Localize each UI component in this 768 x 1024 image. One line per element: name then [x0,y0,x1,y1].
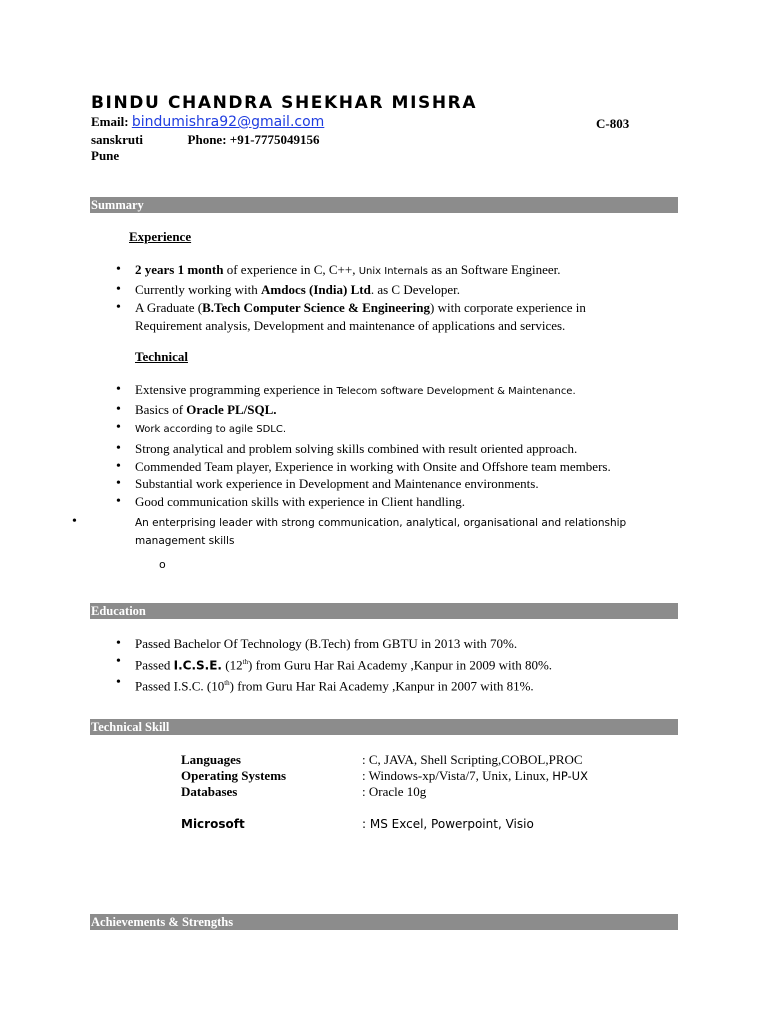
list-item: • Good communication skills with experience in Client handling. [113,493,633,511]
address-part1: C-803 [596,116,630,131]
sub-bullet-marker: o [159,558,166,571]
contact-line-phone [91,132,320,148]
list-item: • Work according to agile SDLC. [113,419,633,438]
address-part2: sanskruti [91,132,144,147]
list-item: • Extensive programming experience in Telecom software Development & Maintenance. [113,381,633,401]
skill-value: : MS Excel, Powerpoint, Visio [362,817,534,831]
skill-label: Databases [181,784,238,799]
list-item: • A Graduate (B.Tech Computer Science & Engineering) with corporate experience in Requirement analysis, Development and maintenance of applications and services. [113,299,615,335]
list-item: • Substantial work experience in Development and Maintenance environments. [113,475,633,493]
list-item: • Commended Team player, Experience in working with Onsite and Offshore team members. [113,458,611,475]
candidate-name: BINDU CHANDRA SHEKHAR MISHRA [91,93,478,113]
list-item: • Passed Bachelor Of Technology (B.Tech) from GBTU in 2013 with 70%. [113,635,633,653]
section-summary: Summary [90,197,678,213]
skill-label: Languages [181,752,241,767]
list-item: • Strong analytical and problem solving skills combined with result oriented approach. [113,440,633,458]
list-item: • Currently working with Amdocs (India) Ltd. as C Developer. [113,281,633,299]
skill-value: : Windows-xp/Vista/7, Unix, Linux, HP-UX [362,768,588,783]
list-item: • An enterprising leader with strong communication, analytical, organisational and relationship management skills [91,513,655,549]
skill-label: Operating Systems [181,768,287,783]
phone-number: +91-7775049156 [229,132,320,147]
phone-label: Phone: [187,132,227,147]
email-label: Email: [91,114,129,129]
skill-value: : C, JAVA, Shell Scripting,COBOL,PROC [362,752,583,767]
list-item: • Passed I.C.S.E. (12th) from Guru Har Rai Academy ,Kanpur in 2009 with 80%. [113,653,633,674]
skill-value: : Oracle 10g [362,784,427,799]
education-list [113,635,633,696]
contact-line-email [91,114,324,130]
section-education: Education [90,603,678,619]
experience-heading: Experience [129,229,192,244]
list-item: • Basics of Oracle PL/SQL. [113,401,633,419]
technical-heading: Technical [135,349,188,364]
section-achievements: Achievements & Strengths [90,914,678,930]
section-technical-skill: Technical Skill [90,719,678,735]
technical-list [113,381,633,549]
email-link[interactable]: bindumishra92@gmail.com [131,114,325,130]
list-item: • 2 years 1 month of experience in C, C++, Unix Internals as an Software Engineer. [113,261,633,281]
list-item: • Passed I.S.C. (10th) from Guru Har Rai Academy ,Kanpur in 2007 with 81%. [113,674,633,695]
skill-label: Microsoft [181,817,245,831]
city: Pune [91,148,120,163]
experience-list [113,261,633,335]
